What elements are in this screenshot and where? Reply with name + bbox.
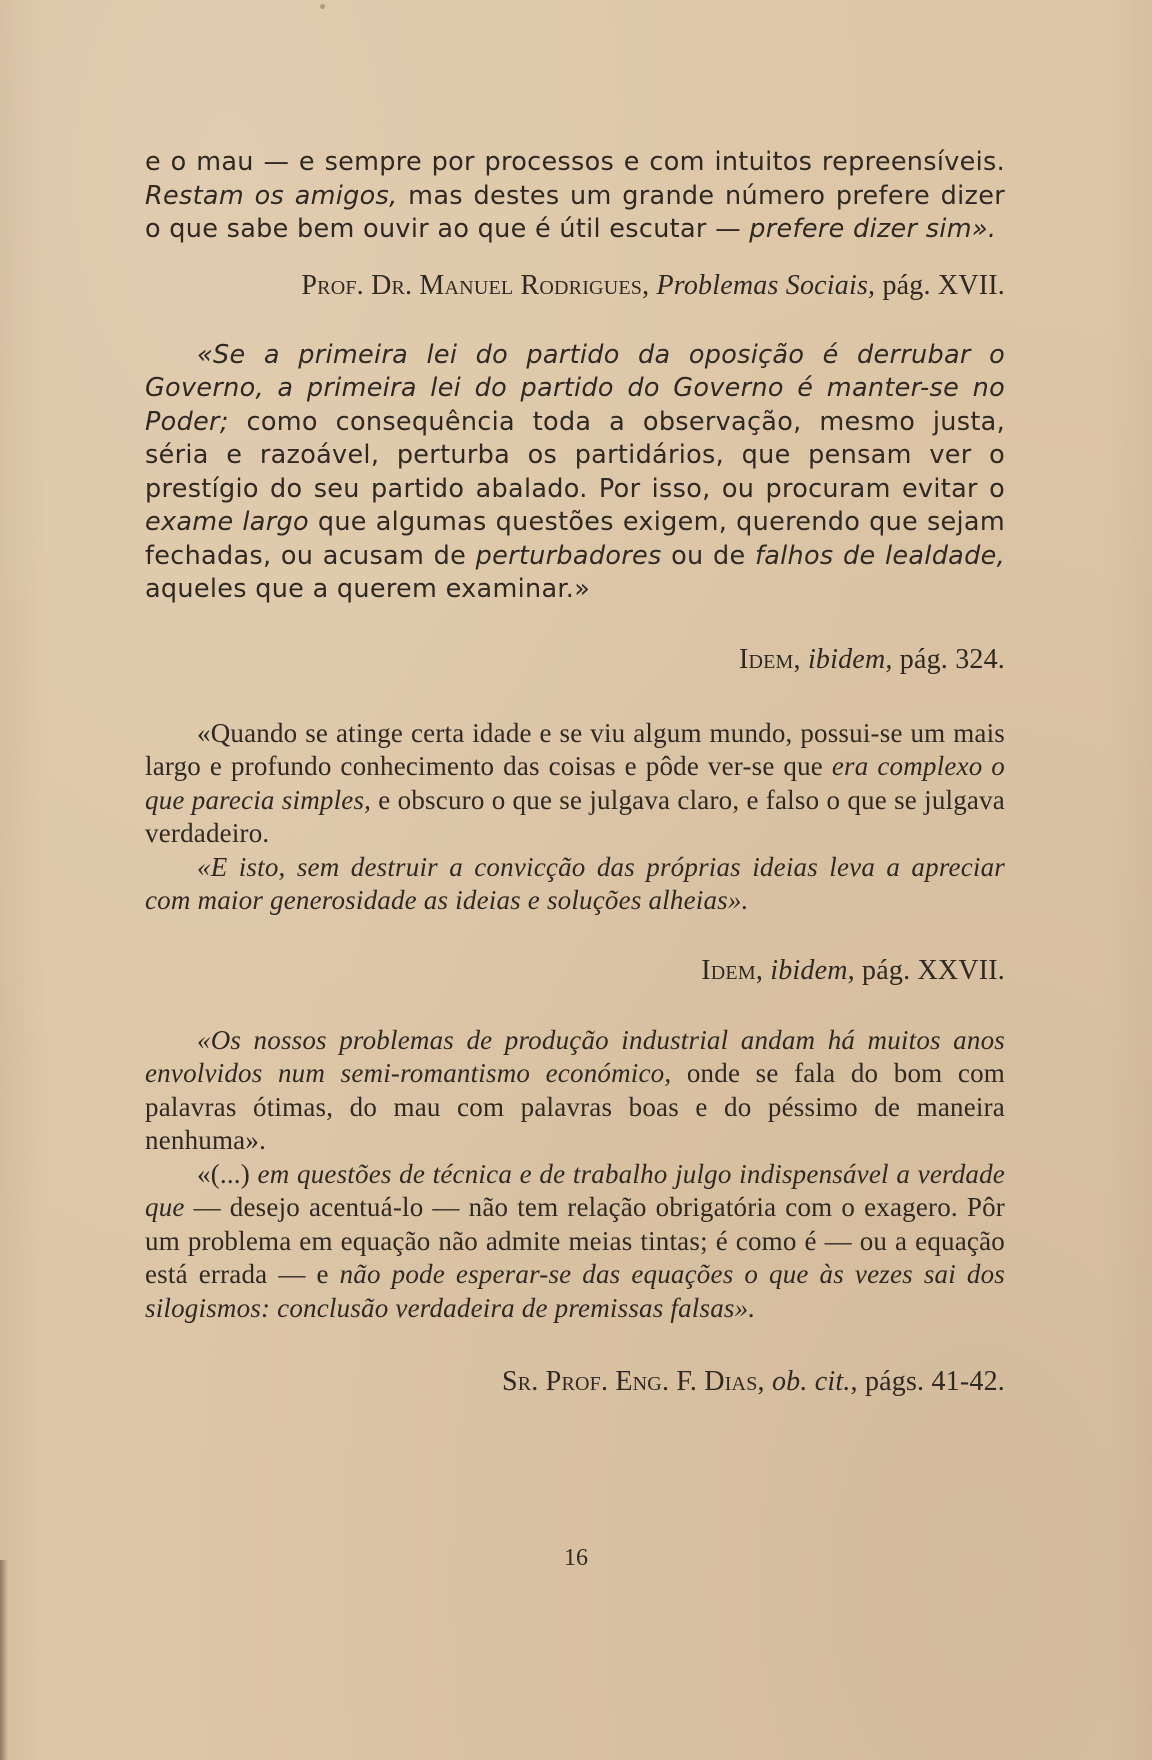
text: ou de (661, 540, 755, 571)
citation-author: Idem, (701, 954, 764, 986)
page-edge-shadow (0, 1560, 8, 1760)
citation-page: pág. XXVII. (862, 954, 1005, 986)
text: onde se fala do bom com palavras ótimas, do mau com palavras boas e do péssimo de maneira nenhuma». (145, 1058, 1005, 1155)
citation-work: ob. cit., (771, 1366, 858, 1397)
text: como consequência toda a observação, mesmo justa, séria e razoável, perturba os partidários, que pensam ver o prestígio do seu partido abalado. Por isso, ou procuram evitar o (145, 406, 1005, 504)
text: «Quando se atinge certa idade e se viu algum mundo, possui-se um mais largo e profundo conhecimento das coisas e pôde ver-se que (145, 717, 1005, 781)
text: que algumas questões exigem, querendo que sejam fechadas, ou acusam de (145, 507, 1005, 571)
citation-3 (145, 954, 1005, 988)
paragraph-2 (145, 339, 1005, 607)
italic-text: «Os nossos problemas de produção industrial andam há muitos anos envolvidos num semi-romantismo económico, (145, 1024, 1005, 1088)
citation-work: ibidem, (770, 954, 855, 986)
citation-author: Prof. Dr. Manuel Rodrigues, (301, 269, 650, 301)
italic-text: perturbadores (475, 540, 662, 571)
citation-1 (145, 269, 1005, 303)
paragraph-4b (145, 1158, 1005, 1326)
citation-work: ibidem, (807, 643, 893, 675)
paragraph-1 (145, 146, 1005, 247)
text: mas destes um grande número prefere dizer o que sabe bem ouvir ao que é útil escutar — (145, 180, 1005, 244)
paragraph-4 (145, 1024, 1005, 1158)
citation-4 (145, 1365, 1005, 1399)
citation-author: Sr. Prof. Eng. F. Dias, (501, 1366, 765, 1397)
italic-text: em questões de técnica e de trabalho julgo indispensável a verdade que (145, 1158, 1005, 1222)
italic-text: «Se a primeira lei do partido da oposição é derrubar o Governo, a primeira lei do partido do Governo é manter-se no Poder; (145, 339, 1005, 437)
paragraph-3b (145, 851, 1005, 918)
italic-text: era complexo o que parecia simples, (145, 751, 1005, 815)
citation-page: págs. 41-42. (864, 1366, 1005, 1397)
citation-work: Problemas Sociais, (656, 269, 876, 301)
text: aqueles que a querem examinar.» (145, 574, 591, 604)
italic-text: prefere dizer sim». (749, 214, 997, 244)
text: e o mau — e sempre por processos e com intuitos repreensíveis. (145, 147, 1005, 177)
text: e obscuro o que se julgava claro, e falso o que se julgava verdadeiro. (145, 784, 1005, 848)
text: «(...) (197, 1158, 258, 1189)
text: — desejo acentuá-lo — não tem relação obrigatória com o exagero. Pôr um problema em equação não admite meias tintas; é como é — ou a equação está errada — e (145, 1192, 1005, 1289)
citation-page: pág. XVII. (882, 269, 1005, 301)
italic-text: «E isto, sem destruir a convicção das próprias ideias leva a apreciar com maior generosidade as ideias e soluções alheias». (145, 851, 1005, 915)
italic-text: não pode esperar-se das equações o que às vezes sai dos silogismos: conclusão verdadeira de premissas falsas». (145, 1259, 1005, 1323)
ink-speck (320, 4, 325, 9)
page-body (145, 146, 1005, 1399)
citation-author: Idem, (738, 643, 801, 675)
citation-page: pág. 324. (899, 643, 1005, 675)
italic-text: falhos de lealdade, (754, 540, 1005, 571)
citation-2 (145, 643, 1005, 677)
italic-text: Restam os amigos, (145, 180, 398, 211)
page-number: 16 (564, 1545, 588, 1571)
paragraph-3 (145, 717, 1005, 851)
italic-text: exame largo (145, 507, 309, 537)
